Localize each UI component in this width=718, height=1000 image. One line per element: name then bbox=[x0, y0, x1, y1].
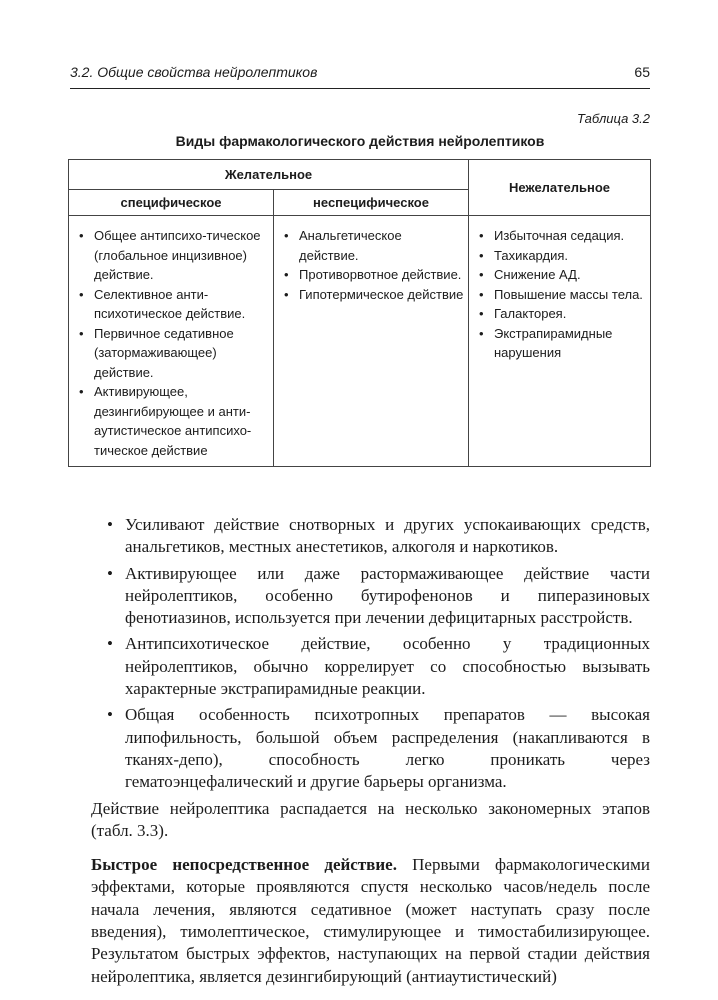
header-undesired: Нежелательное bbox=[469, 160, 651, 216]
list-item: • Первичное седативное (затормаживающее) действие. bbox=[77, 324, 269, 383]
header-specific: специфическое bbox=[69, 190, 274, 216]
section-title: 3.2. Общие свойства нейролептиков bbox=[70, 64, 318, 80]
paragraph-stages: Действие нейролептика распадается на несколько закономерных этапов (табл. 3.3). bbox=[91, 798, 650, 840]
pharmacology-table bbox=[68, 159, 651, 467]
header-nonspecific: неспецифическое bbox=[274, 190, 469, 216]
running-header bbox=[70, 64, 650, 86]
body-bullet: • Общая особенность психотропных препаратов — высокая липофильность, большой объем распределения (накапливаются в тканях-депо), способность легко проникать через гематоэнцефалический и другие барьеры организма. bbox=[103, 704, 650, 793]
body-bullet-list bbox=[91, 514, 650, 794]
list-item: • Галакторея. bbox=[477, 304, 646, 324]
specific-cell bbox=[69, 216, 274, 467]
undesired-cell bbox=[469, 216, 651, 467]
list-item: • Тахикардия. bbox=[477, 246, 646, 266]
paragraph-heading: Быстрое непосредственное действие. bbox=[91, 855, 397, 875]
body-text bbox=[91, 514, 650, 988]
header-divider bbox=[70, 88, 650, 89]
list-item: • Повышение массы тела. bbox=[477, 285, 646, 305]
list-item: • Экстрапирамидные нарушения bbox=[477, 324, 646, 363]
table-label: Таблица 3.2 bbox=[577, 111, 650, 126]
list-item: • Гипотермическое действие bbox=[282, 285, 464, 305]
list-item: • Избыточная седация. bbox=[477, 226, 646, 246]
page-number: 65 bbox=[634, 64, 650, 80]
body-bullet: • Активирующее или даже растормаживающее действие части нейролептиков, особенно бутирофенонов и пиперазиновых фенотиазинов, используется при лечении дефицитарных расстройств. bbox=[103, 563, 650, 630]
nonspecific-cell bbox=[274, 216, 469, 467]
paragraph-immediate-action bbox=[91, 854, 650, 988]
list-item: • Активирующее, дезингибирующее и анти-аутистическое антипсихо-тическое действие bbox=[77, 382, 269, 460]
specific-list bbox=[69, 216, 273, 466]
nonspecific-list bbox=[274, 216, 468, 310]
body-bullet: • Антипсихотическое действие, особенно у традиционных нейролептиков, обычно коррелирует со способностью вызывать характерные экстрапирамидные реакции. bbox=[103, 633, 650, 700]
list-item: • Анальгетическое действие. bbox=[282, 226, 464, 265]
header-desired: Желательное bbox=[69, 160, 469, 190]
list-item: • Общее антипсихо-тическое (глобальное инцизивное) действие. bbox=[77, 226, 269, 285]
list-item: • Противорвотное действие. bbox=[282, 265, 464, 285]
paragraph-text: Первыми фармакологическими эффектами, которые проявляются спустя несколько часов/недель после начала лечения, являются седативное (может наступать сразу после введения), тимолептическое, стимулирующее и тимостабилизирующее. Результатом быстрых эффектов, наступающих на первой стадии действия нейролептика, является дезингибирующий (антиаутистический) bbox=[91, 855, 650, 986]
body-bullet: • Усиливают действие снотворных и других успокаивающих средств, анальгетиков, местных анестетиков, алкоголя и наркотиков. bbox=[103, 514, 650, 559]
table-title: Виды фармакологического действия нейролептиков bbox=[175, 133, 545, 149]
list-item: • Снижение АД. bbox=[477, 265, 646, 285]
undesired-list bbox=[469, 216, 650, 369]
list-item: • Селективное анти-психотическое действие. bbox=[77, 285, 269, 324]
